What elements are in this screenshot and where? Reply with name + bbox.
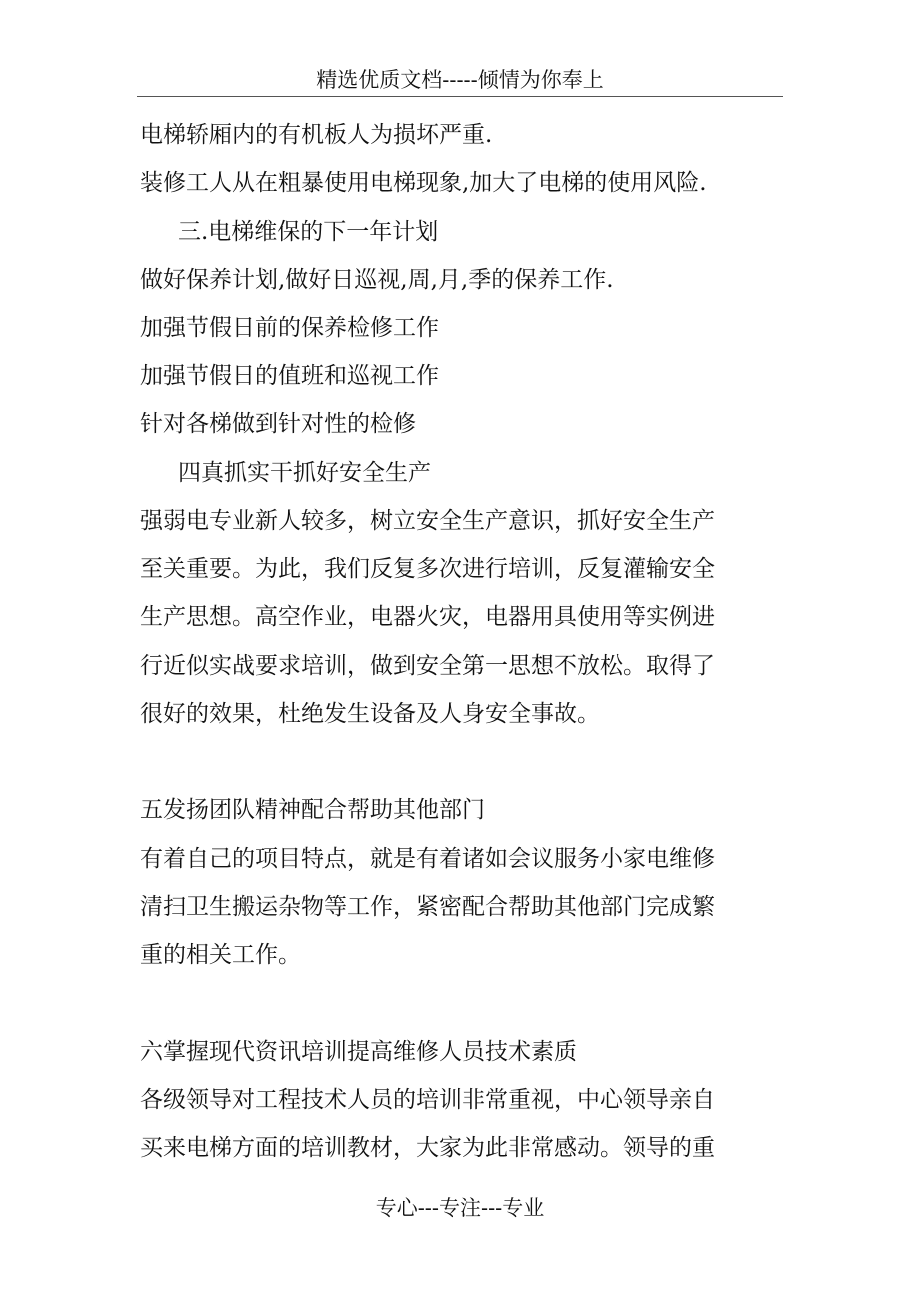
list-item: 做好保养计划,做好日巡视,周,月,季的保养工作.: [140, 267, 614, 293]
section-heading: 四真抓实干抓好安全生产: [178, 460, 431, 486]
body-line: 重的相关工作。: [140, 942, 301, 968]
body-line: 各级领导对工程技术人员的培训非常重视，中心领导亲自: [140, 1087, 715, 1113]
body-line: 清扫卫生搬运杂物等工作，紧密配合帮助其他部门完成繁: [140, 894, 715, 920]
section-heading: 五发扬团队精神配合帮助其他部门: [140, 797, 485, 823]
page-header: 精选优质文档-----倾情为你奉上: [137, 64, 783, 97]
section-heading: 三.电梯维保的下一年计划: [178, 219, 439, 245]
body-line: 行近似实战要求培训，做到安全第一思想不放松。取得了: [140, 653, 715, 679]
list-item: 加强节假日前的保养检修工作: [140, 315, 439, 341]
body-line: 装修工人从在粗暴使用电梯现象,加大了电梯的使用风险.: [140, 170, 707, 196]
body-line: 强弱电专业新人较多，树立安全生产意识，抓好安全生产: [140, 508, 715, 534]
body-line: 买来电梯方面的培训教材，大家为此非常感动。领导的重: [140, 1135, 715, 1161]
page-footer: 专心---专注---专业: [375, 1196, 545, 1220]
body-line: 电梯轿厢内的有机板人为损坏严重.: [140, 122, 493, 148]
body-line: 生产思想。高空作业，电器火灾，电器用具使用等实例进: [140, 604, 715, 630]
body-line: 有着自己的项目特点，就是有着诸如会议服务小家电维修: [140, 846, 715, 872]
list-item: 加强节假日的值班和巡视工作: [140, 363, 439, 389]
list-item: 针对各梯做到针对性的检修: [140, 411, 416, 437]
section-heading: 六掌握现代资讯培训提高维修人员技术素质: [140, 1039, 577, 1065]
body-line: 很好的效果，杜绝发生设备及人身安全事故。: [140, 701, 600, 727]
body-line: 至关重要。为此，我们反复多次进行培训，反复灌输安全: [140, 556, 715, 582]
